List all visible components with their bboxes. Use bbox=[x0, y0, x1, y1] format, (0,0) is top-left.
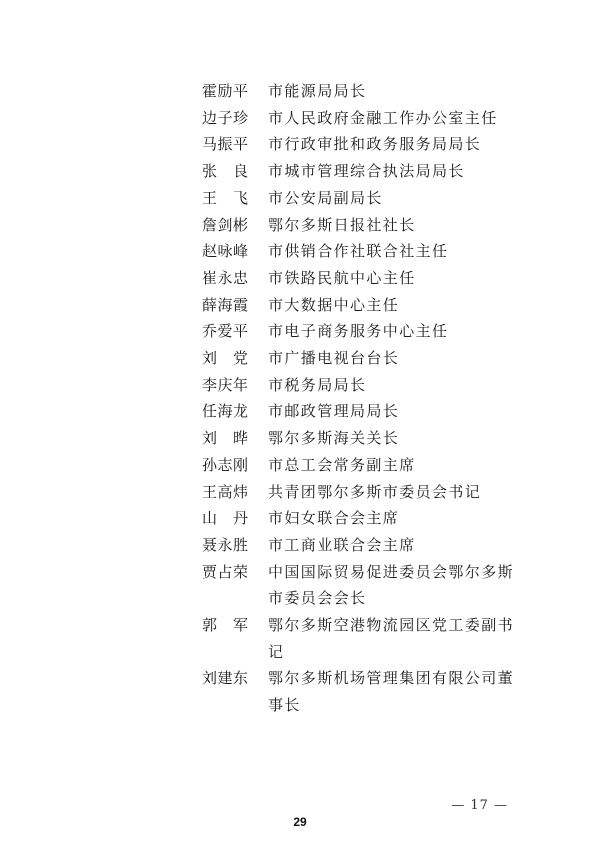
member-name: 詹剑彬 bbox=[202, 215, 249, 234]
member-title: 市电子商务服务中心主任 bbox=[268, 322, 449, 341]
member-title: 市能源局局长 bbox=[268, 82, 367, 100]
list-item bbox=[202, 505, 522, 532]
member-name: 贾占荣 bbox=[202, 562, 249, 581]
member-title: 市大数据中心主任 bbox=[268, 295, 400, 314]
member-title: 市行政审批和政务服务局局长 bbox=[268, 135, 482, 154]
member-name: 聂永胜 bbox=[202, 535, 249, 554]
list-item bbox=[202, 425, 522, 452]
list-item bbox=[202, 372, 522, 399]
member-title: 市税务局局长 bbox=[268, 375, 367, 394]
list-item bbox=[202, 398, 522, 425]
member-name: 刘 党 bbox=[202, 349, 249, 368]
member-name: 马振平 bbox=[202, 135, 249, 154]
list-item bbox=[202, 665, 522, 718]
list-item bbox=[202, 559, 522, 612]
member-title: 鄂尔多斯日报社社长 bbox=[268, 215, 416, 234]
page-number: 29 bbox=[293, 815, 307, 829]
member-name: 霍励平 bbox=[202, 82, 249, 100]
list-item bbox=[202, 318, 522, 345]
member-name: 李庆年 bbox=[202, 375, 249, 394]
list-item bbox=[202, 479, 522, 506]
list-item bbox=[202, 105, 522, 132]
list-item bbox=[202, 612, 522, 665]
list-item bbox=[202, 452, 522, 479]
member-title: 市总工会常务副主席 bbox=[268, 455, 416, 474]
page-footer-marker: — 17 — bbox=[451, 798, 508, 813]
member-title: 鄂尔多斯空港物流园区党工委副书记 bbox=[268, 616, 515, 661]
list-item bbox=[202, 532, 522, 559]
list-item bbox=[202, 78, 522, 105]
list-item bbox=[202, 185, 522, 212]
member-title: 共青团鄂尔多斯市委员会书记 bbox=[268, 482, 482, 501]
member-name: 刘 晔 bbox=[202, 429, 249, 448]
member-title: 市广播电视台台长 bbox=[268, 349, 400, 368]
member-name: 王 飞 bbox=[202, 188, 249, 207]
member-title: 市城市管理综合执法局局长 bbox=[268, 162, 465, 181]
list-item bbox=[202, 212, 522, 239]
member-title: 市人民政府金融工作办公室主任 bbox=[268, 108, 498, 127]
member-title: 市邮政管理局局长 bbox=[268, 402, 400, 421]
list-item bbox=[202, 345, 522, 372]
list-item bbox=[202, 238, 522, 265]
member-name: 刘建东 bbox=[202, 669, 249, 688]
member-title: 市供销合作社联合社主任 bbox=[268, 242, 449, 261]
member-title: 鄂尔多斯机场管理集团有限公司董事长 bbox=[268, 669, 515, 715]
member-name: 孙志刚 bbox=[202, 455, 249, 474]
list-item bbox=[202, 158, 522, 185]
member-title: 市公安局副局长 bbox=[268, 188, 383, 207]
list-item bbox=[202, 265, 522, 292]
member-name: 崔永忠 bbox=[202, 268, 249, 287]
member-title: 鄂尔多斯海关关长 bbox=[268, 429, 400, 448]
member-name: 赵咏峰 bbox=[202, 242, 249, 261]
member-name: 边子珍 bbox=[202, 108, 249, 127]
member-name: 乔爱平 bbox=[202, 322, 249, 341]
list-item bbox=[202, 292, 522, 319]
member-name: 郭 军 bbox=[202, 616, 249, 635]
member-title: 市铁路民航中心主任 bbox=[268, 268, 416, 287]
member-list bbox=[202, 78, 522, 719]
member-name: 王高炜 bbox=[202, 482, 249, 501]
member-name: 山 丹 bbox=[202, 509, 249, 528]
list-item bbox=[202, 131, 522, 158]
member-title: 市工商业联合会主席 bbox=[268, 535, 416, 554]
member-title: 市妇女联合会主席 bbox=[268, 509, 400, 528]
member-name: 任海龙 bbox=[202, 402, 249, 421]
member-title: 中国国际贸易促进委员会鄂尔多斯市委员会会长 bbox=[268, 562, 515, 608]
member-name: 张 良 bbox=[202, 162, 249, 181]
member-name: 薛海霞 bbox=[202, 295, 249, 314]
